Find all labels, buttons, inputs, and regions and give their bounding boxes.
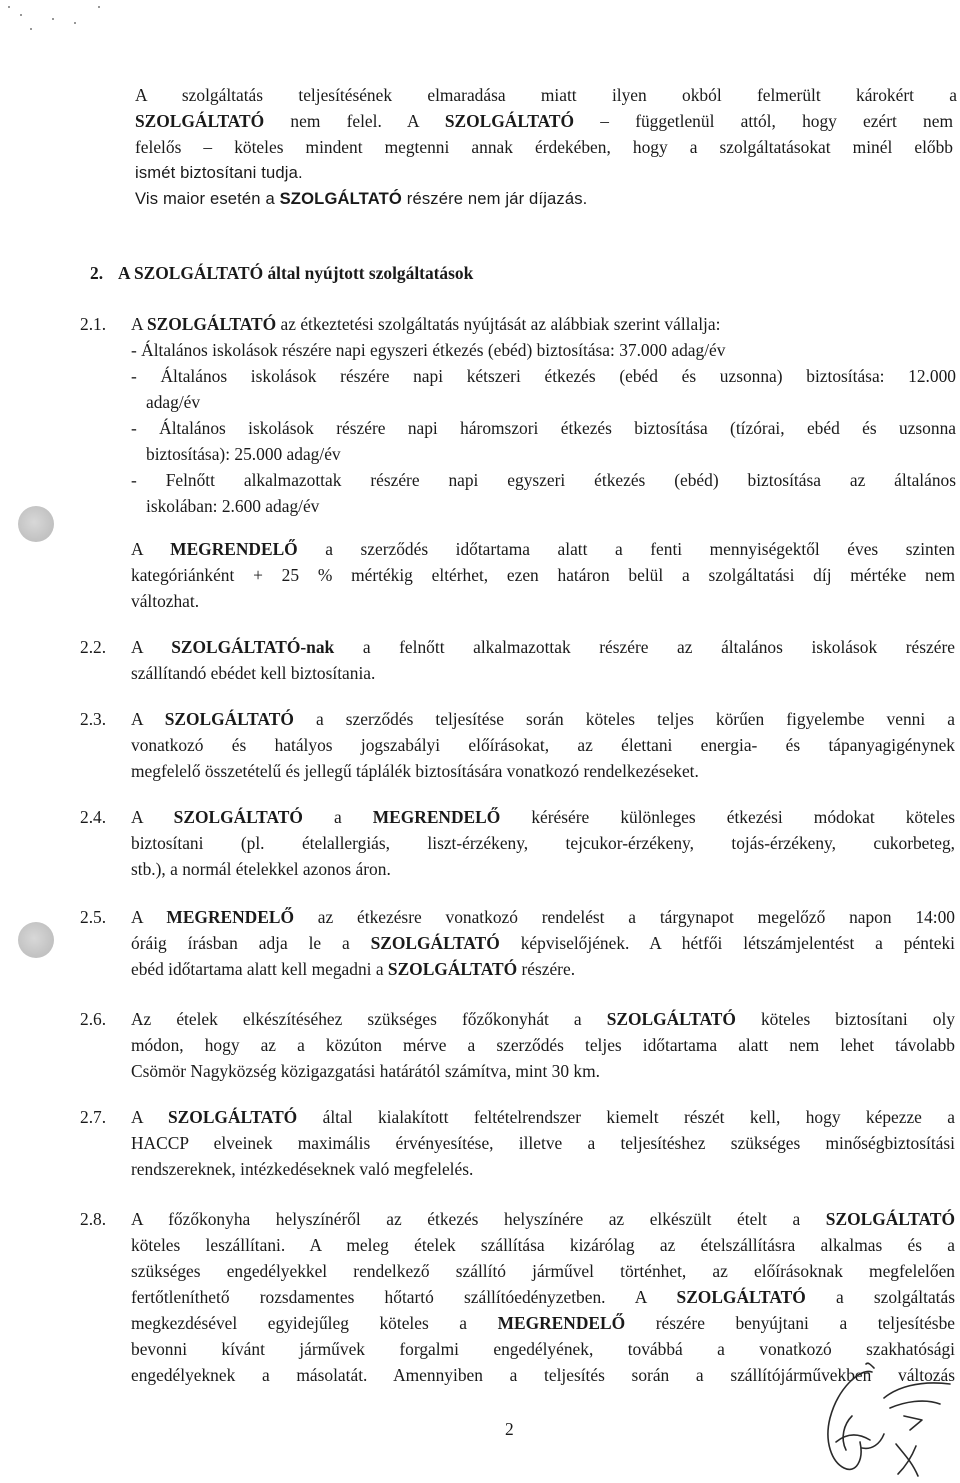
party-name: SZOLGÁLTATÓ xyxy=(135,111,265,131)
party-name: MEGRENDELŐ xyxy=(170,539,298,559)
intro-line-5 xyxy=(135,188,587,210)
scan-speck xyxy=(20,14,22,16)
intro-text: nem felel. A xyxy=(290,111,419,131)
clause-2-7-line-2: HACCP elveinek maximális érvényesítése, illetve a teljesítéshez szükséges minőségbiztosítási xyxy=(131,1133,955,1153)
intro-line-3: felelős – köteles mindent megtenni annak érdekében, hogy a szolgáltatásokat minél előbb xyxy=(135,137,953,157)
clause-text: köteles biztosítani oly xyxy=(760,1009,955,1029)
clause-2-1-para-2: kategóriánként + 25 % mértékig eltérhet, ezen határon belül a szolgáltatási díj mértéke nem xyxy=(131,565,955,585)
party-name: SZOLGÁLTATÓ xyxy=(146,314,277,334)
clause-text: Az ételek elkészítéséhez szükséges főzőkonyhát a xyxy=(131,1009,582,1029)
scan-speck xyxy=(30,28,32,30)
intro-line-2 xyxy=(135,110,953,132)
clause-text: A főzőkonyha helyszínéről az étkezés helyszínére az elkészült ételt a xyxy=(131,1209,801,1229)
clause-number-2-4: 2.4. xyxy=(80,807,107,827)
clause-number-2-2: 2.2. xyxy=(80,637,107,657)
clause-2-5-line-3 xyxy=(131,958,575,980)
clause-2-5-line-2 xyxy=(131,932,955,954)
clause-2-4-line-1 xyxy=(131,806,955,828)
clause-text: megkezdésével egyidejűleg köteles a xyxy=(131,1313,468,1333)
clause-2-3-line-1 xyxy=(131,708,955,730)
scan-speck xyxy=(52,18,54,20)
clause-2-1-para-1 xyxy=(131,538,955,560)
clause-text: a szolgáltatás xyxy=(835,1287,955,1307)
party-name: SZOLGÁLTATÓ xyxy=(173,807,303,827)
party-name: MEGRENDELŐ xyxy=(497,1313,626,1333)
punch-hole-bottom xyxy=(18,922,54,958)
clause-2-7-line-3: rendszereknek, intézkedéseknek való megfelelés. xyxy=(131,1159,474,1179)
clause-text: a szerződés időtartama alatt a fenti mennyiségektől éves szinten xyxy=(325,539,955,559)
clause-text: a felnőtt alkalmazottak részére az általános iskolások részére xyxy=(362,637,955,657)
clause-number-2-5: 2.5. xyxy=(80,907,107,927)
clause-number-2-7: 2.7. xyxy=(80,1107,107,1127)
clause-2-4-line-3: stb.), a normál ételekkel azonos áron. xyxy=(131,859,391,879)
clause-2-2-line-1 xyxy=(131,636,955,658)
clause-number-2-3: 2.3. xyxy=(80,709,107,729)
page-number: 2 xyxy=(505,1419,514,1439)
clause-text: ebéd időtartama alatt kell megadni a xyxy=(131,959,384,979)
clause-2-8-line-5 xyxy=(131,1312,955,1334)
clause-text: kérésére különleges étkezési módokat köteles xyxy=(531,807,955,827)
clause-2-5-line-1 xyxy=(131,906,955,928)
clause-text: az étkeztetési szolgáltatás nyújtását az alábbiak szerint vállalja: xyxy=(280,314,721,334)
clause-2-8-line-7: engedélyeknek a másolatát. Amennyiben a teljesítés során a szállítójárművekben változás xyxy=(131,1365,955,1385)
list-item-cont: biztosítása): 25.000 adag/év xyxy=(146,444,341,464)
party-name: SZOLGÁLTATÓ xyxy=(606,1009,736,1029)
clause-text: fertőtleníthető rozsdamentes hőtartó szállítóedényzetben. A xyxy=(131,1287,647,1307)
clause-text: A xyxy=(131,637,143,657)
intro-text: Vis maior esetén a xyxy=(135,189,275,208)
clause-text: az étkezésre vonatkozó rendelést a tárgynapot megelőző napon 14:00 xyxy=(317,907,955,927)
clause-text: A xyxy=(131,709,143,729)
clause-2-1-para-3: változhat. xyxy=(131,591,200,611)
clause-2-1-lead xyxy=(131,313,720,335)
clause-2-2-line-2: szállítandó ebédet kell biztosítania. xyxy=(131,663,376,683)
intro-text: részére nem jár díjazás. xyxy=(406,189,588,208)
clause-text: által kialakított feltételrendszer kiemelt részét kell, hogy képezze a xyxy=(322,1107,955,1127)
clause-2-3-line-3: megfelelő összetételű és jellegű táplálék biztosítására vonatkozó rendelkezéseket. xyxy=(131,761,699,781)
signature-initials xyxy=(800,1358,960,1483)
section-title: A SZOLGÁLTATÓ által nyújtott szolgáltatások xyxy=(118,263,474,283)
scan-speck xyxy=(74,22,76,24)
clause-text: részére benyújtani a teljesítésbe xyxy=(655,1313,955,1333)
section-number: 2. xyxy=(90,263,104,283)
intro-text: – függetlenül attól, hogy ezért nem xyxy=(600,111,953,131)
punch-hole-top xyxy=(18,506,54,542)
intro-line-1: A szolgáltatás teljesítésének elmaradása miatt ilyen okból felmerült károkért a xyxy=(135,85,957,105)
clause-2-6-line-2: módon, hogy az a közúton mérve a szerződés teljes időtartama alatt nem lehet távolabb xyxy=(131,1035,955,1055)
clause-text: A xyxy=(131,1107,143,1127)
scan-speck xyxy=(98,6,100,8)
clause-text: A xyxy=(131,807,143,827)
party-name: SZOLGÁLTATÓ xyxy=(279,189,402,208)
intro-line-4: ismét biztosítani tudja. xyxy=(135,163,303,182)
clause-2-6-line-1 xyxy=(131,1008,955,1030)
party-name: SZOLGÁLTATÓ xyxy=(676,1287,806,1307)
clause-text: képviselőjének. A hétfői létszámjelentést a pénteki xyxy=(520,933,955,953)
clause-2-8-line-2: köteles leszállítani. A meleg ételek szállítása kizárólag az ételszállításra alkalmas és a xyxy=(131,1235,955,1255)
clause-text: részére. xyxy=(521,959,576,979)
list-item-cont: iskolában: 2.600 adag/év xyxy=(146,496,320,516)
clause-text: A xyxy=(131,539,143,559)
clause-text: A xyxy=(131,314,143,334)
list-item: - Általános iskolások részére napi háromszori étkezés biztosítása (tízórai, ebéd és uzsonna xyxy=(131,418,956,438)
list-item-cont: adag/év xyxy=(146,392,201,412)
clause-2-8-line-4 xyxy=(131,1286,955,1308)
clause-2-8-line-6: bevonni kívánt járművek forgalmi engedélyének, továbbá a vonatkozó szakhatósági xyxy=(131,1339,955,1359)
party-name: SZOLGÁLTATÓ xyxy=(168,1107,298,1127)
clause-2-8-line-1 xyxy=(131,1208,955,1230)
clause-text: a szerződés teljesítése során köteles teljes körűen figyelembe venni a xyxy=(315,709,955,729)
party-name: MEGRENDELŐ xyxy=(166,907,294,927)
party-name: SZOLGÁLTATÓ xyxy=(444,111,575,131)
clause-text: a xyxy=(333,807,342,827)
clause-2-6-line-3: Csömör Nagyközség közigazgatási határától számítva, mint 30 km. xyxy=(131,1061,600,1081)
party-name: SZOLGÁLTATÓ-nak xyxy=(171,637,335,657)
clause-text: A xyxy=(131,907,143,927)
clause-2-7-line-1 xyxy=(131,1106,955,1128)
clause-number-2-6: 2.6. xyxy=(80,1009,107,1029)
list-item: - Általános iskolások részére napi egyszeri étkezés (ebéd) biztosítása: 37.000 adag/év xyxy=(131,340,726,360)
list-item: - Általános iskolások részére napi kétszeri étkezés (ebéd és uzsonna) biztosítása: 12.000 xyxy=(131,366,956,386)
party-name: MEGRENDELŐ xyxy=(372,807,501,827)
clause-number-2-1: 2.1. xyxy=(80,314,107,334)
scan-speck xyxy=(8,6,10,8)
party-name: SZOLGÁLTATÓ xyxy=(387,959,518,979)
clause-text: óráig írásban adja le a xyxy=(131,933,350,953)
list-item: - Felnőtt alkalmazottak részére napi egyszeri étkezés (ebéd) biztosítása az általános xyxy=(131,470,956,490)
clause-2-3-line-2: vonatkozó és hatályos jogszabályi előírásokat, az élettani energia- és tápanyagigénynek xyxy=(131,735,955,755)
party-name: SZOLGÁLTATÓ xyxy=(370,933,500,953)
clause-2-4-line-2: biztosítani (pl. ételallergiás, liszt-érzékeny, tejcukor-érzékeny, tojás-érzékeny, cukorbeteg, xyxy=(131,833,955,853)
party-name: SZOLGÁLTATÓ xyxy=(825,1209,955,1229)
clause-2-8-line-3: szükséges engedélyekkel rendelkező szállító járművel történhet, az előírásoknak megfelelően xyxy=(131,1261,955,1281)
clause-number-2-8: 2.8. xyxy=(80,1209,107,1229)
party-name: SZOLGÁLTATÓ xyxy=(164,709,294,729)
